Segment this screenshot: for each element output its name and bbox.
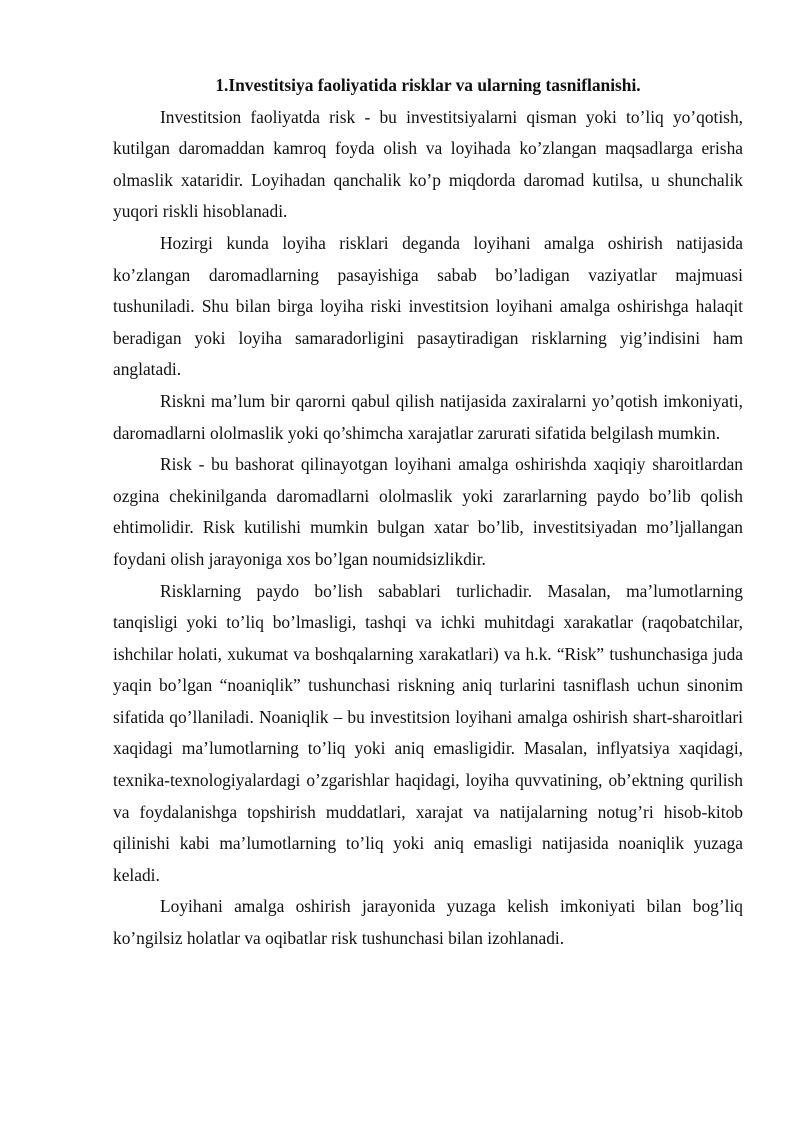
- paragraph-1: Investitsion faoliyatda risk - bu investitsiyalarni qisman yoki to’liq yo’qotish, kutilgan daromaddan kamroq foyda olish va loyihada ko’zlangan maqsadlarga erisha olmaslik xataridir. Loyihadan qanchalik ko’p miqdorda daromad kutilsa, u shunchalik yuqori riskli hisoblanadi.: [113, 106, 743, 222]
- paragraph-4: Risk - bu bashorat qilinayotgan loyihani amalga oshirishda xaqiqiy sharoitlardan ozgina chekinilganda daromadlarni ololmaslik yoki zararlarning paydo bo’lib qolish ehtimolidir. Risk kutilishi mumkin bulgan xatar bo’lib, investitsiyadan mo’ljallangan foydani olish jarayoniga xos bo’lgan noumidsizlikdir.: [113, 454, 743, 569]
- paragraph-5: Risklarning paydo bo’lish sabablari turlichadir. Masalan, ma’lumotlarning tanqisligi yoki to’liq bo’lmasligi, tashqi va ichki muhitdagi xarakatlar (raqobatchilar, ishchilar holati, xukumat va boshqalarning xarakatlari) va h.k. “Risk” tushunchasiga juda yaqin bo’lgan “noaniqlik” tushunchasi riskning aniq turlarini tasniflash uchun sinonim sifatida qo’llaniladi. Noaniqlik – bu investitsion loyihani amalga oshirish shart-sharoitlari xaqidagi ma’lumotlarning to’liq yoki aniq emasligidir. Masalan, inflyatsiya xaqidagi, texnika-texnologiyalardagi o’zgarishlar haqidagi, loyiha quvvatining, ob’ektning qurilish va foydalanishga topshirish muddatlari, xarajat va natijalarning notug’ri hisob-kitob qilinishi kabi ma’lumotlarning to’liq yoki aniq emasligi natijasida noaniqlik yuzaga keladi.: [113, 580, 743, 885]
- paragraph-6: Loyihani amalga oshirish jarayonida yuzaga kelish imkoniyati bilan bog’liq ko’ngilsiz holatlar va oqibatlar risk tushunchasi bilan izohlanadi.: [113, 896, 743, 949]
- paragraph-2: Hozirgi kunda loyiha risklari deganda loyihani amalga oshirish natijasida ko’zlangan daromadlarning pasayishiga sabab bo’ladigan vaziyatlar majmuasi tushuniladi. Shu bilan birga loyiha riski investitsion loyihani amalga oshirishga halaqit beradigan yoki loyiha samaradorligini pasaytiradigan risklarning yig’indisini ham anglatadi.: [113, 232, 743, 380]
- document-title: 1.Investitsiya faoliyatida risklar va ularning tasniflanishi.: [215, 75, 641, 95]
- paragraph-3: Riskni ma’lum bir qarorni qabul qilish natijasida zaxiralarni yo’qotish imkoniyati, daromadlarni ololmaslik yoki qo’shimcha xarajatlar zarurati sifatida belgilash mumkin.: [113, 390, 743, 443]
- document-page: [113, 70, 743, 955]
